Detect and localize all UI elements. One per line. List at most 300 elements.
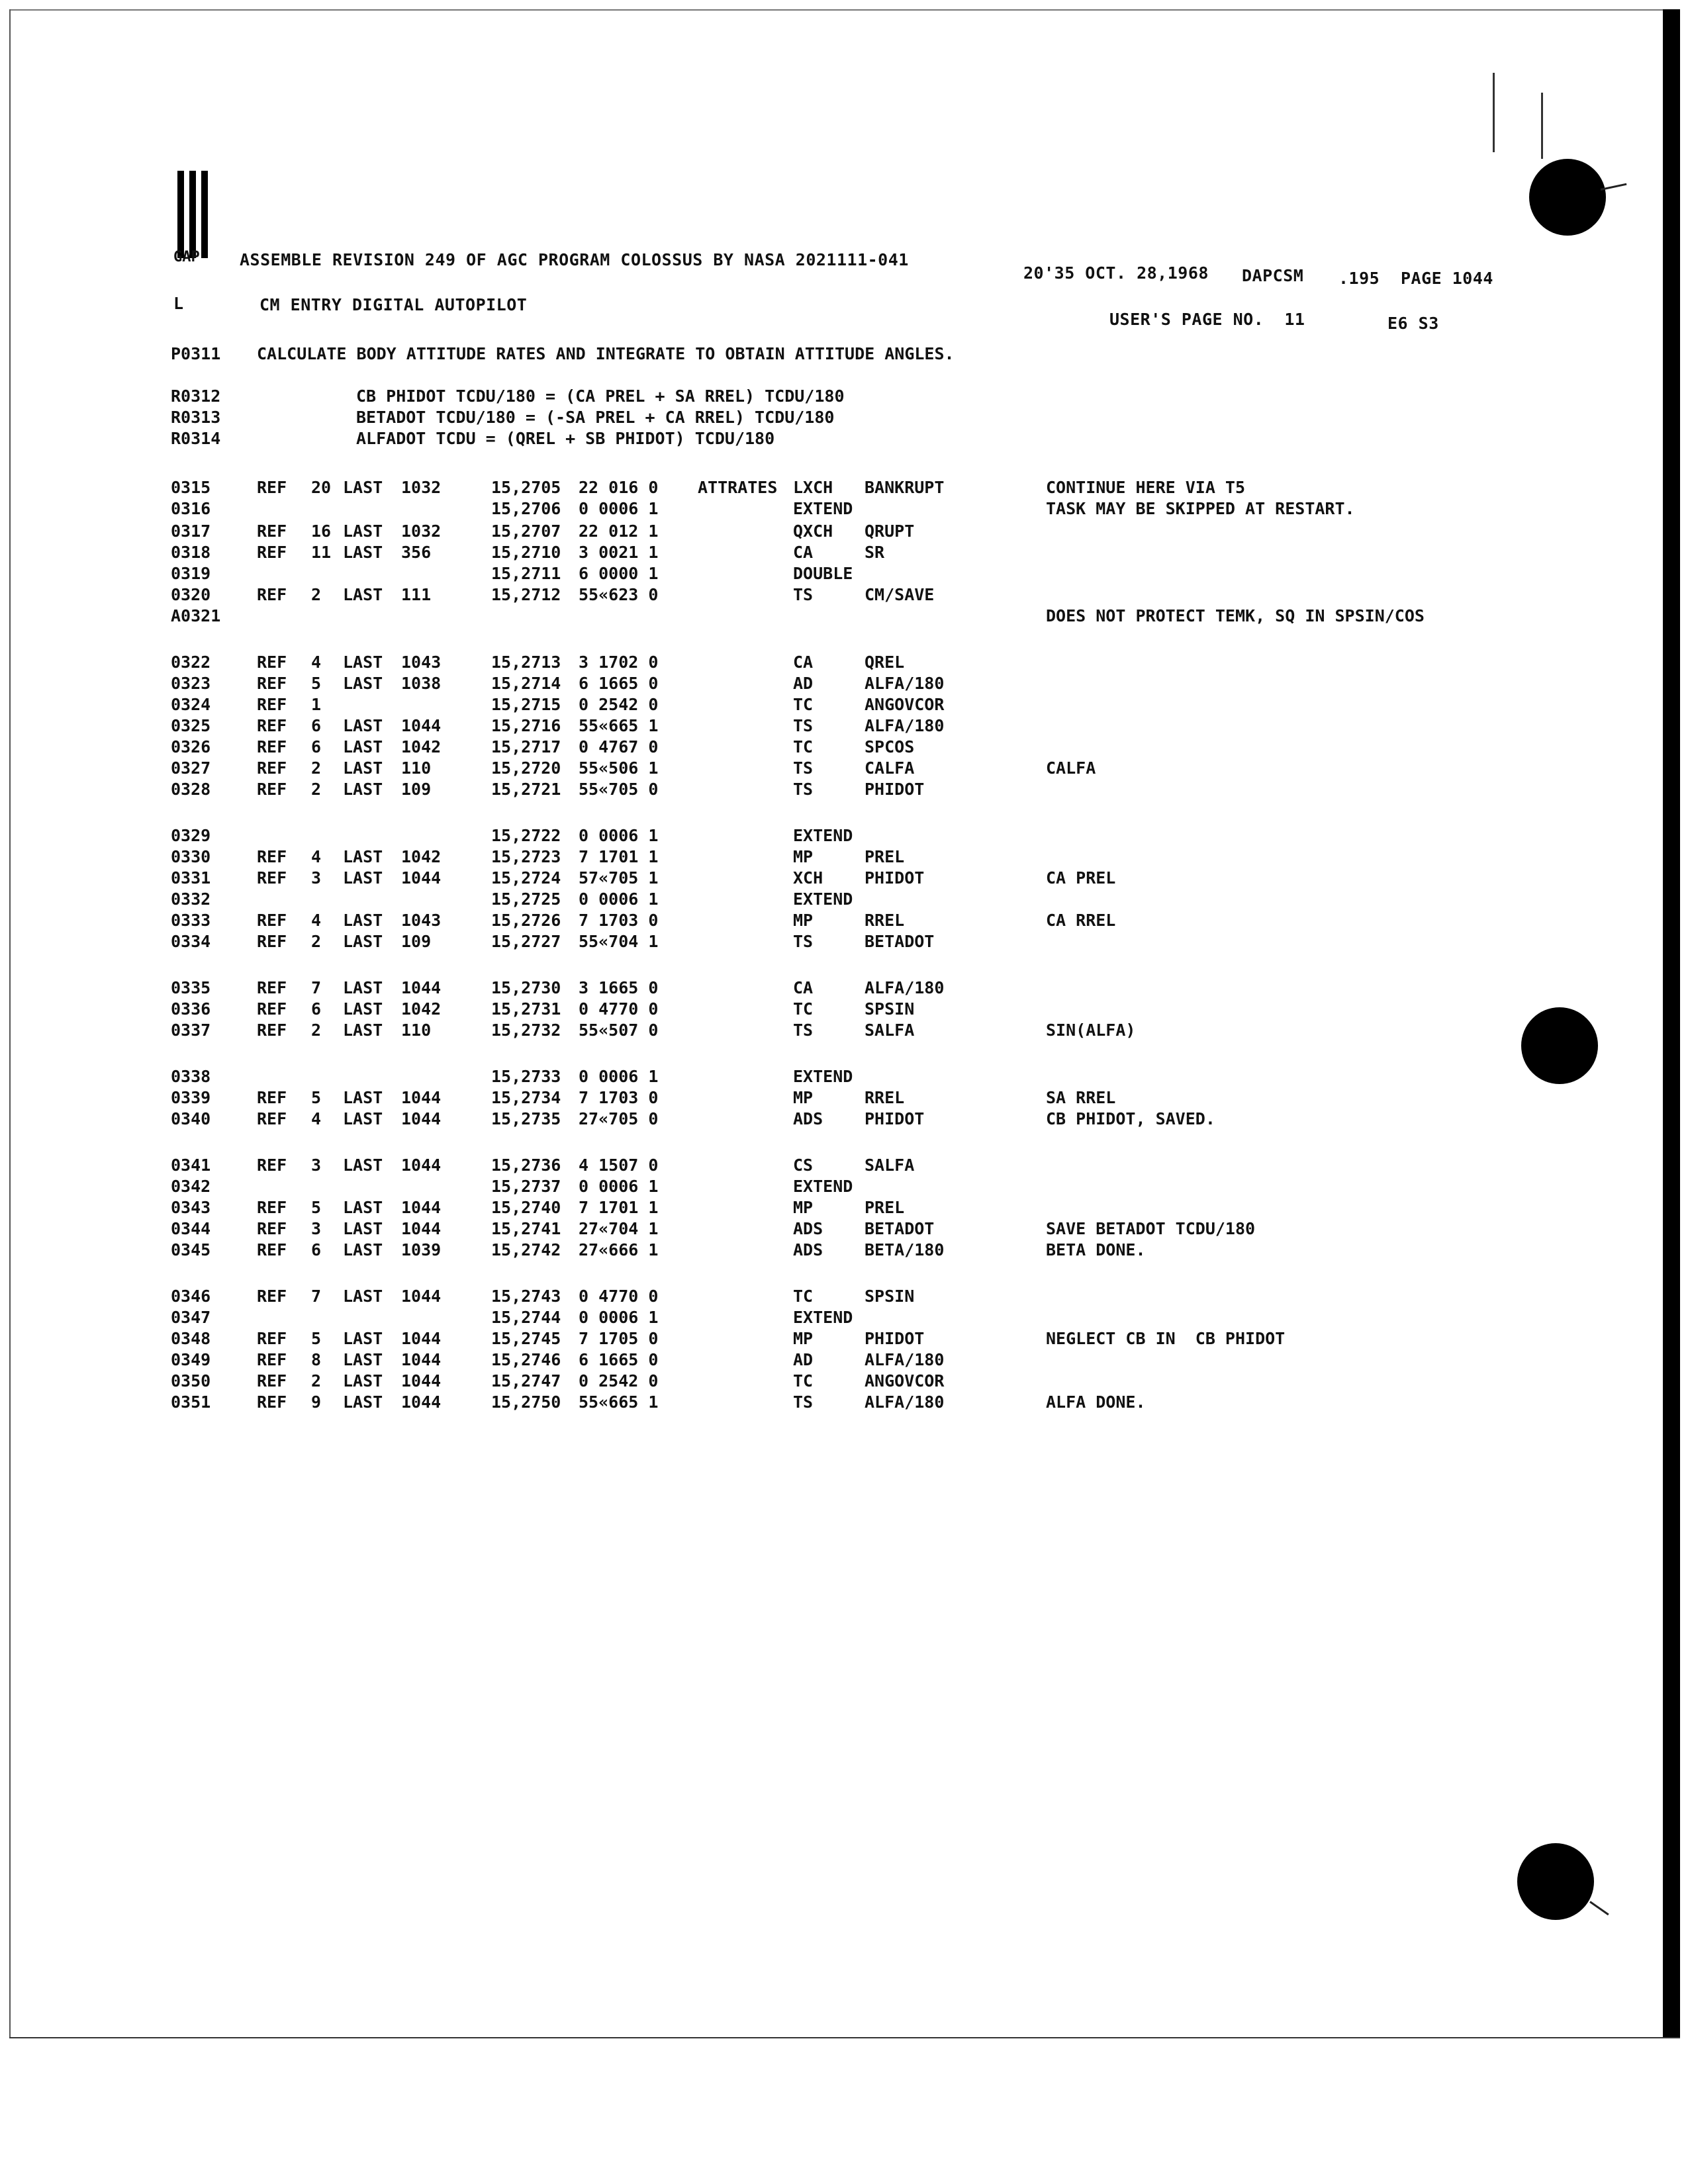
ref-label: REF [257,716,287,735]
intro-line-number: R0314 [171,429,221,448]
listing-row [0,1088,1589,1108]
ref-count: 6 [311,716,322,735]
ref-label: REF [257,911,287,930]
opcode: TS [793,585,814,604]
line-number: 0333 [171,911,211,930]
intro-text: CALCULATE BODY ATTITUDE RATES AND INTEGRATE TO OBTAIN ATTITUDE ANGLES. [257,344,955,363]
operand: PREL [865,847,905,866]
users-page-number: USER'S PAGE NO. 11 [1109,310,1305,329]
listing-row [0,522,1589,541]
octal-word: 22 012 1 [579,522,659,541]
address: 15,2742 [491,1240,561,1259]
last-page: 1044 [401,978,442,997]
ref-count: 7 [311,978,322,997]
ref-count: 7 [311,1287,322,1306]
octal-word: 55«507 0 [579,1021,659,1040]
address: 15,2722 [491,826,561,845]
line-number: 0315 [171,478,211,497]
last-page: 1044 [401,1329,442,1348]
operand: ALFA/180 [865,978,945,997]
opcode: LXCH [793,478,833,497]
last-page: 109 [401,780,432,799]
opcode: EXTEND [793,1177,853,1196]
operand: PHIDOT [865,1329,925,1348]
listing-row [0,1156,1589,1175]
opcode: MP [793,1329,814,1348]
listing-row [0,1371,1589,1391]
last-label: LAST [343,1219,383,1238]
ref-count: 5 [311,674,322,693]
octal-word: 55«506 1 [579,758,659,778]
margin-mark-1 [1493,73,1495,152]
ref-count: 2 [311,1371,322,1390]
line-number: 0318 [171,543,211,562]
octal-word: 0 0006 1 [579,889,659,909]
last-label: LAST [343,1371,383,1390]
octal-word: 7 1703 0 [579,1088,659,1107]
listing-row [0,674,1589,694]
line-number: 0334 [171,932,211,951]
ref-count: 4 [311,653,322,672]
operand: ALFA/180 [865,716,945,735]
line-number: 0342 [171,1177,211,1196]
octal-word: 6 1665 0 [579,674,659,693]
last-label: LAST [343,522,383,541]
last-page: 110 [401,1021,432,1040]
last-page: 1044 [401,1219,442,1238]
octal-word: 55«704 1 [579,932,659,951]
address: 15,2712 [491,585,561,604]
address: 15,2716 [491,716,561,735]
listing-row [0,847,1589,867]
last-label: LAST [343,653,383,672]
last-label: LAST [343,847,383,866]
line-number: 0316 [171,499,211,518]
address: 15,2743 [491,1287,561,1306]
address: 15,2717 [491,737,561,756]
opcode: DOUBLE [793,564,853,583]
line-number: 0323 [171,674,211,693]
last-page: 111 [401,585,432,604]
ref-count: 1 [311,695,322,714]
last-label: LAST [343,1021,383,1040]
opcode: TC [793,695,814,714]
line-number: 0347 [171,1308,211,1327]
ref-label: REF [257,1198,287,1217]
binder-label: GAP [173,249,200,265]
line-number: 0337 [171,1021,211,1040]
ref-label: REF [257,478,287,497]
operand: ANGOVCOR [865,1371,945,1390]
address: 15,2744 [491,1308,561,1327]
opcode: TC [793,737,814,756]
listing-row [0,606,1589,626]
opcode: TS [793,758,814,778]
line-number: 0341 [171,1156,211,1175]
last-label: LAST [343,1156,383,1175]
opcode: AD [793,1350,814,1369]
ref-count: 4 [311,847,322,866]
octal-word: 0 0006 1 [579,1308,659,1327]
operand: PREL [865,1198,905,1217]
last-label: LAST [343,1287,383,1306]
ref-label: REF [257,1156,287,1175]
last-label: LAST [343,999,383,1019]
line-number: 0319 [171,564,211,583]
last-page: 1044 [401,716,442,735]
opcode: TS [793,780,814,799]
ref-label: REF [257,1287,287,1306]
comment: CB PHIDOT, SAVED. [1046,1109,1215,1128]
ref-count: 3 [311,868,322,887]
last-page: 1043 [401,653,442,672]
address: 15,2705 [491,478,561,497]
operand: ALFA/180 [865,1350,945,1369]
octal-word: 7 1703 0 [579,911,659,930]
line-number: 0328 [171,780,211,799]
address: 15,2750 [491,1392,561,1412]
intro-text: CB PHIDOT TCDU/180 = (CA PREL + SA RREL) TCDU/180 [356,387,845,406]
listing-row [0,1329,1589,1349]
octal-word: 6 1665 0 [579,1350,659,1369]
last-page: 1044 [401,1109,442,1128]
opcode: MP [793,911,814,930]
section-letter: L [173,294,184,313]
comment: SAVE BETADOT TCDU/180 [1046,1219,1256,1238]
operand: SALFA [865,1021,915,1040]
ref-label: REF [257,1240,287,1259]
address: 15,2721 [491,780,561,799]
octal-word: 0 0006 1 [579,499,659,518]
listing-row [0,889,1589,909]
address: 15,2732 [491,1021,561,1040]
octal-word: 55«665 1 [579,1392,659,1412]
ref-label: REF [257,653,287,672]
opcode: TS [793,1021,814,1040]
opcode: XCH [793,868,823,887]
address: 15,2734 [491,1088,561,1107]
operand: SR [865,543,885,562]
line-number: 0349 [171,1350,211,1369]
octal-word: 0 0006 1 [579,1177,659,1196]
listing-row [0,716,1589,736]
ref-label: REF [257,932,287,951]
last-label: LAST [343,1350,383,1369]
operand: CALFA [865,758,915,778]
octal-word: 6 0000 1 [579,564,659,583]
comment: DOES NOT PROTECT TEMK, SQ IN SPSIN/COS [1046,606,1425,625]
line-number: 0325 [171,716,211,735]
opcode: QXCH [793,522,833,541]
octal-word: 57«705 1 [579,868,659,887]
address: 15,2737 [491,1177,561,1196]
line-number: 0350 [171,1371,211,1390]
address: 15,2735 [491,1109,561,1128]
ref-count: 6 [311,737,322,756]
octal-word: 55«623 0 [579,585,659,604]
octal-word: 7 1701 1 [579,1198,659,1217]
last-label: LAST [343,978,383,997]
last-label: LAST [343,478,383,497]
listing-row [0,758,1589,778]
octal-word: 7 1705 0 [579,1329,659,1348]
operand: PHIDOT [865,868,925,887]
listing-row [0,911,1589,931]
comment: NEGLECT CB IN CB PHIDOT [1046,1329,1286,1348]
opcode: EXTEND [793,826,853,845]
opcode: AD [793,674,814,693]
octal-word: 3 1702 0 [579,653,659,672]
ref-count: 2 [311,585,322,604]
comment: CA RREL [1046,911,1116,930]
ref-label: REF [257,1350,287,1369]
listing-row [0,1067,1589,1087]
line-number: 0345 [171,1240,211,1259]
opcode: ADS [793,1240,823,1259]
address: 15,2714 [491,674,561,693]
opcode: EXTEND [793,499,853,518]
octal-word: 4 1507 0 [579,1156,659,1175]
ref-count: 6 [311,1240,322,1259]
opcode: MP [793,1088,814,1107]
address: 15,2733 [491,1067,561,1086]
listing-row [0,1177,1589,1197]
last-page: 1044 [401,1088,442,1107]
listing-row [0,1219,1589,1239]
last-page: 1042 [401,847,442,866]
ref-count: 3 [311,1219,322,1238]
ref-label: REF [257,1088,287,1107]
comment: CA PREL [1046,868,1116,887]
last-page: 1044 [401,1287,442,1306]
last-label: LAST [343,585,383,604]
section-code: E6 S3 [1387,314,1439,333]
opcode: CA [793,978,814,997]
listing-row [0,1021,1589,1040]
line-number: 0329 [171,826,211,845]
operand: PHIDOT [865,1109,925,1128]
punch-hole-bottom-tick [1589,1901,1609,1915]
address: 15,2713 [491,653,561,672]
last-page: 1042 [401,999,442,1019]
line-number: 0324 [171,695,211,714]
address: 15,2710 [491,543,561,562]
octal-word: 3 1665 0 [579,978,659,997]
last-label: LAST [343,737,383,756]
last-label: LAST [343,1109,383,1128]
last-label: LAST [343,543,383,562]
last-page: 1039 [401,1240,442,1259]
last-page: 1032 [401,522,442,541]
assembly-timestamp: 20'35 OCT. 28,1968 [1023,263,1209,283]
last-label: LAST [343,716,383,735]
comment: TASK MAY BE SKIPPED AT RESTART. [1046,499,1355,518]
listing-row [0,1350,1589,1370]
ref-label: REF [257,1219,287,1238]
operand: ALFA/180 [865,1392,945,1412]
line-number: A0321 [171,606,221,625]
ref-label: REF [257,978,287,997]
ref-label: REF [257,1329,287,1348]
operand: ALFA/180 [865,674,945,693]
opcode: TS [793,716,814,735]
last-label: LAST [343,780,383,799]
intro-text: ALFADOT TCDU = (QREL + SB PHIDOT) TCDU/180 [356,429,775,448]
line-number: 0320 [171,585,211,604]
octal-word: 0 0006 1 [579,1067,659,1086]
intro-line-number: P0311 [171,344,221,363]
line-number: 0332 [171,889,211,909]
line-number: 0322 [171,653,211,672]
line-number: 0331 [171,868,211,887]
comment: ALFA DONE. [1046,1392,1146,1412]
last-label: LAST [343,674,383,693]
operand: BETA/180 [865,1240,945,1259]
line-number: 0330 [171,847,211,866]
address: 15,2731 [491,999,561,1019]
line-number: 0351 [171,1392,211,1412]
ref-count: 2 [311,1021,322,1040]
last-label: LAST [343,1392,383,1412]
ref-count: 5 [311,1329,322,1348]
last-page: 110 [401,758,432,778]
last-label: LAST [343,911,383,930]
address: 15,2720 [491,758,561,778]
last-label: LAST [343,1329,383,1348]
page-bottom-edge [9,2037,1680,2038]
last-label: LAST [343,1198,383,1217]
listing-row [0,478,1589,498]
binder-tab-mark [177,171,213,258]
octal-word: 55«665 1 [579,716,659,735]
intro-line [171,408,1495,428]
last-label: LAST [343,1088,383,1107]
listing-row [0,868,1589,888]
intro-line [171,344,1495,364]
line-number: 0326 [171,737,211,756]
ref-label: REF [257,674,287,693]
octal-word: 0 4770 0 [579,1287,659,1306]
address: 15,2745 [491,1329,561,1348]
ref-label: REF [257,1109,287,1128]
address: 15,2724 [491,868,561,887]
listing-row [0,780,1589,799]
last-page: 109 [401,932,432,951]
listing-row [0,1240,1589,1260]
address: 15,2727 [491,932,561,951]
address: 15,2711 [491,564,561,583]
listing-version: .195 [1338,269,1380,288]
last-page: 1044 [401,1198,442,1217]
octal-word: 27«704 1 [579,1219,659,1238]
operand: ANGOVCOR [865,695,945,714]
line-number: 0327 [171,758,211,778]
punch-hole-top [1529,159,1606,236]
ref-label: REF [257,585,287,604]
margin-mark-2 [1541,93,1543,159]
last-page: 1044 [401,1392,442,1412]
octal-word: 0 4767 0 [579,737,659,756]
line-number: 0346 [171,1287,211,1306]
ref-count: 11 [311,543,332,562]
octal-word: 27«666 1 [579,1240,659,1259]
line-number: 0348 [171,1329,211,1348]
address: 15,2747 [491,1371,561,1390]
ref-count: 6 [311,999,322,1019]
symbol-label: ATTRATES [698,478,778,497]
line-number: 0344 [171,1219,211,1238]
listing-row [0,564,1589,584]
opcode: EXTEND [793,1308,853,1327]
line-number: 0343 [171,1198,211,1217]
address: 15,2730 [491,978,561,997]
listing-row [0,737,1589,757]
listing-row [0,1287,1589,1306]
opcode: CA [793,543,814,562]
last-page: 1044 [401,1156,442,1175]
address: 15,2723 [491,847,561,866]
last-page: 1044 [401,868,442,887]
listing-row [0,695,1589,715]
operand: RREL [865,1088,905,1107]
opcode: EXTEND [793,889,853,909]
comment: SIN(ALFA) [1046,1021,1136,1040]
intro-line [171,429,1495,449]
ref-label: REF [257,999,287,1019]
intro-text: BETADOT TCDU/180 = (-SA PREL + CA RREL) TCDU/180 [356,408,835,427]
operand: BANKRUPT [865,478,945,497]
ref-label: REF [257,780,287,799]
section-title: CM ENTRY DIGITAL AUTOPILOT [259,295,528,314]
line-number: 0338 [171,1067,211,1086]
last-page: 1042 [401,737,442,756]
comment: CONTINUE HERE VIA T5 [1046,478,1246,497]
opcode: TS [793,932,814,951]
octal-word: 3 0021 1 [579,543,659,562]
operand: SALFA [865,1156,915,1175]
listing-row [0,826,1589,846]
address: 15,2746 [491,1350,561,1369]
listing-row [0,932,1589,952]
ref-count: 4 [311,1109,322,1128]
comment: SA RREL [1046,1088,1116,1107]
last-page: 1032 [401,478,442,497]
listing-row [0,1392,1589,1412]
last-label: LAST [343,758,383,778]
last-label: LAST [343,1240,383,1259]
ref-label: REF [257,1392,287,1412]
operand: CM/SAVE [865,585,935,604]
ref-label: REF [257,758,287,778]
ref-label: REF [257,847,287,866]
octal-word: 0 2542 0 [579,695,659,714]
last-page: 1044 [401,1350,442,1369]
operand: QREL [865,653,905,672]
intro-line [171,387,1495,406]
address: 15,2726 [491,911,561,930]
ref-count: 9 [311,1392,322,1412]
opcode: MP [793,847,814,866]
punch-hole-bottom [1517,1843,1594,1920]
last-page: 1044 [401,1371,442,1390]
address: 15,2736 [491,1156,561,1175]
ref-count: 5 [311,1088,322,1107]
listing-row [0,999,1589,1019]
octal-word: 0 0006 1 [579,826,659,845]
address: 15,2740 [491,1198,561,1217]
ref-label: REF [257,1371,287,1390]
page-right-edge [1663,9,1680,2038]
